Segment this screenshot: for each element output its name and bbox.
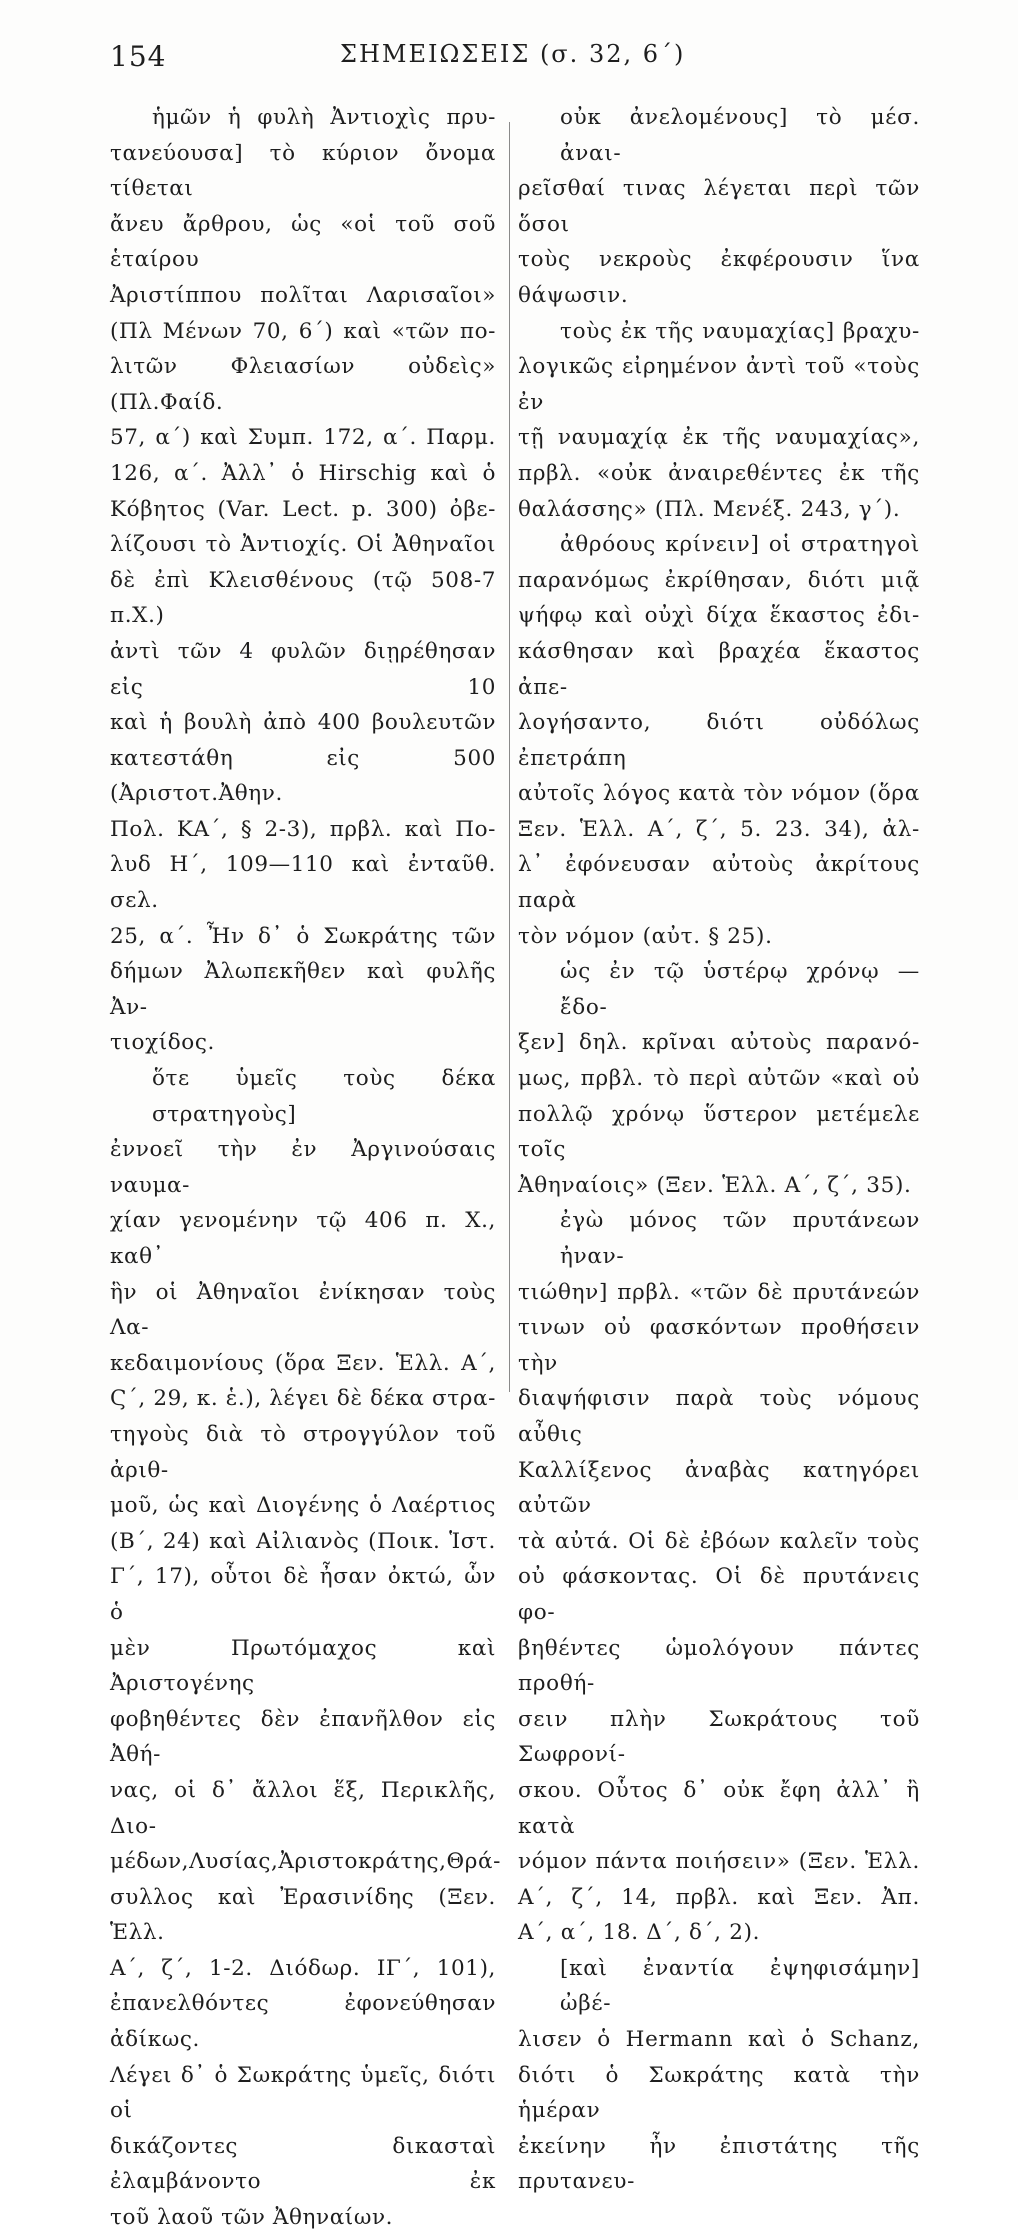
text-line: Ἀριστίππου πολῖται Λαρισαῖοι» <box>110 282 496 308</box>
text-line: οὐκ ἀνελομένους] τὸ μέσ. ἀναι- <box>560 105 920 166</box>
text-line: τὰ αὐτά. Οἱ δὲ ἐβόων καλεῖν τοὺς <box>518 1528 920 1554</box>
text-line: κάσθησαν καὶ βραχέα ἕκαστος ἀπε- <box>518 638 920 700</box>
text-line: δήμων Ἀλωπεκῆθεν καὶ φυλῆς Ἀν- <box>110 959 496 1020</box>
text-line: λογικῶς εἰρημένον ἀντὶ τοῦ «τοὺς ἐν <box>518 354 920 415</box>
text-line: [καὶ ἐναντία ἐψηφισάμην] ὠβέ- <box>560 1955 920 2017</box>
text-line: νας, οἱ δ᾽ ἄλλοι ἕξ, Περικλῆς, Διο- <box>110 1777 496 1839</box>
text-line: λ᾽ ἐφόνευσαν αὐτοὺς ἀκρίτους παρὰ <box>518 852 920 914</box>
text-line: λισεν ὁ Hermann καὶ ὁ Schanz, <box>518 2027 920 2053</box>
text-line: ψήφῳ καὶ οὐχὶ δίχα ἕκαστος ἐδι- <box>518 603 920 629</box>
text-line: ὅτε ὑμεῖς τοὺς δέκα στρατηγοὺς] <box>152 1066 496 1127</box>
text-line: Λέγει δ᾽ ὁ Σωκράτης ὑμεῖς, διότι οἱ <box>110 2062 496 2124</box>
text-line: βηθέντες ὡμολόγουν πάντες προθή- <box>518 1635 920 1697</box>
text-line: σειν πλὴν Σωκράτους τοῦ Σωφρονί- <box>518 1706 920 1768</box>
text-line: ἀθρόους κρίνειν] οἱ στρατηγοὶ <box>560 532 920 558</box>
text-line: νόμον πάντα ποιήσειν» (Ξεν. Ἑλλ. <box>518 1849 920 1875</box>
text-line: τῇ ναυμαχίᾳ ἐκ τῆς ναυμαχίας», <box>518 425 920 451</box>
running-head: ΣΗΜΕΙΩΣΕΙΣ (σ. 32, 6΄) <box>340 40 686 68</box>
text-line: τιοχίδος. <box>110 1030 215 1056</box>
text-line: μως, πρβλ. τὸ περὶ αὐτῶν «καὶ οὐ <box>518 1066 920 1092</box>
text-line: κατεστάθη εἰς 500 (Ἀριστοτ.Ἀθην. <box>110 745 496 807</box>
text-line: πρβλ. «οὐκ ἀναιρεθέντες ἐκ τῆς <box>518 460 920 486</box>
text-line: Ξεν. Ἑλλ. Α΄, ζ΄, 5. 23. 34), ἀλ- <box>518 816 920 842</box>
text-line: καὶ ἡ βουλὴ ἀπὸ 400 βουλευτῶν <box>110 710 496 736</box>
text-line: ἐννοεῖ τὴν ἐν Ἀργινούσαις ναυμα- <box>110 1137 496 1198</box>
text-line: ἐγὼ μόνος τῶν πρυτάνεων ἠναν- <box>560 1208 920 1269</box>
text-line: πολλῷ χρόνῳ ὕστερον μετέμελε τοῖς <box>518 1101 920 1163</box>
text-line: 57, α΄) καὶ Συμπ. 172, α΄. Παρμ. <box>110 425 496 451</box>
text-line: (Β΄, 24) καὶ Αἰλιανὸς (Ποικ. Ἱστ. <box>110 1528 496 1554</box>
text-line: λίζουσι τὸ Ἀντιοχίς. Οἱ Ἀθηναῖοι <box>110 532 496 558</box>
text-line: μὲν Πρωτόμαχος καὶ Ἀριστογένης <box>110 1635 496 1697</box>
text-line: τανεύουσα] τὸ κύριον ὄνομα τίθεται <box>110 140 496 202</box>
text-line: Ϛ΄, 29, κ. ἑ.), λέγει δὲ δέκα στρα- <box>110 1386 496 1412</box>
text-line: οὐ φάσκοντας. Οἱ δὲ πρυτάνεις φο- <box>518 1564 920 1625</box>
text-line: τοῦ λαοῦ τῶν Ἀθηναίων. <box>110 2205 394 2231</box>
text-line: τιώθην] πρβλ. «τῶν δὲ πρυτάνεών <box>518 1279 920 1305</box>
text-line: Α΄, ζ΄, 14, πρβλ. καὶ Ξεν. Ἀπ. <box>518 1884 920 1910</box>
text-line: σκου. Οὗτος δ᾽ οὐκ ἔφη ἀλλ᾽ ἢ κατὰ <box>518 1777 920 1839</box>
text-line: Α΄, ζ΄, 1-2. Διόδωρ. ΙΓ΄, 101), <box>110 1955 496 1981</box>
text-line: παρανόμως ἐκρίθησαν, διότι μιᾷ <box>518 567 920 593</box>
text-line: τοὺς ἐκ τῆς ναυμαχίας] βραχυ- <box>560 318 920 344</box>
text-line: (Πλ Μένων 70, 6΄) καὶ «τῶν πο- <box>110 318 496 344</box>
text-line: λυδ Η΄, 109—110 καὶ ἐνταῦθ. σελ. <box>110 852 496 914</box>
text-line: θαλάσσης» (Πλ. Μενέξ. 243, γ΄). <box>518 496 901 522</box>
column-rule <box>509 122 510 1392</box>
text-line: δικάζοντες δικασταὶ ἐλαμβάνοντο ἐκ <box>110 2133 496 2195</box>
text-line: ἐπανελθόντες ἐφονεύθησαν ἀδίκως. <box>110 1991 496 2053</box>
text-line: ὡς ἐν τῷ ὑστέρῳ χρόνῳ — ἔδο- <box>560 959 920 1020</box>
text-line: κεδαιμονίους (ὅρα Ξεν. Ἑλλ. Α΄, <box>110 1350 496 1376</box>
text-line: φοβηθέντες δὲν ἐπανῆλθον εἰς Ἀθή- <box>110 1706 496 1768</box>
text-line: λιτῶν Φλειασίων οὐδεὶς» (Πλ.Φαίδ. <box>110 354 496 415</box>
text-line: λογήσαντο, διότι οὐδόλως ἐπετράπη <box>518 710 920 771</box>
text-line: ἄνευ ἄρθρου, ὡς «οἱ τοῦ σοῦ ἑταίρου <box>110 211 496 273</box>
text-line: ξεν] δηλ. κρῖναι αὐτοὺς παρανό- <box>518 1030 920 1056</box>
left-column <box>110 100 501 2236</box>
text-line: 25, α΄. Ἦν δ᾽ ὁ Σωκράτης τῶν <box>110 923 496 949</box>
text-line: μέδων,Λυσίας,Ἀριστοκράτης,Θρά- <box>110 1849 501 1875</box>
text-line: Καλλίξενος ἀναβὰς κατηγόρει αὐτῶν <box>518 1457 920 1519</box>
text-line: ἡμῶν ἡ φυλὴ Ἀντιοχὶς πρυ- <box>152 105 496 130</box>
text-line: χίαν γενομένην τῷ 406 π. Χ., καθ᾽ <box>110 1208 496 1269</box>
page-number: 154 <box>110 40 167 73</box>
text-line: δὲ ἐπὶ Κλεισθένους (τῷ 508-7 π.Χ.) <box>110 567 496 629</box>
text-line: μοῦ, ὡς καὶ Διογένης ὁ Λαέρτιος <box>110 1493 496 1519</box>
text-line: τὸν νόμον (αὐτ. § 25). <box>518 923 773 949</box>
text-line: ἣν οἱ Ἀθηναῖοι ἐνίκησαν τοὺς Λα- <box>110 1279 496 1341</box>
text-line: Κόβητος (Var. Lect. p. 300) ὀβε- <box>110 496 496 522</box>
text-line: Γ΄, 17), οὗτοι δὲ ἦσαν ὀκτώ, ὧν ὁ <box>110 1564 496 1625</box>
right-column <box>518 100 920 2200</box>
text-line: ἐκείνην ἦν ἐπιστάτης τῆς πρυτανευ- <box>518 2133 920 2195</box>
text-line: Α΄, α΄, 18. Δ΄, δ΄, 2). <box>518 1920 761 1946</box>
text-line: συλλος καὶ Ἐρασινίδης (Ξεν. Ἑλλ. <box>110 1884 496 1946</box>
text-line: διότι ὁ Σωκράτης κατὰ τὴν ἡμέραν <box>518 2062 920 2124</box>
text-line: τινων οὐ φασκόντων προθήσειν τὴν <box>518 1315 920 1376</box>
page-header <box>110 40 690 90</box>
text-line: Ἀθηναίοις» (Ξεν. Ἑλλ. Α΄, ζ΄, 35). <box>518 1172 912 1198</box>
text-line: ρεῖσθαί τινας λέγεται περὶ τῶν ὅσοι <box>518 176 920 237</box>
text-line: Πολ. ΚΑ΄, § 2-3), πρβλ. καὶ Πο- <box>110 816 496 842</box>
text-line: 126, α΄. Ἀλλ᾽ ὁ Hirschig καὶ ὁ <box>110 460 496 486</box>
text-line: ἀντὶ τῶν 4 φυλῶν διῃρέθησαν εἰς 10 <box>110 638 496 700</box>
text-line: τοὺς νεκροὺς ἐκφέρουσιν ἵνα θάψωσιν. <box>518 247 920 308</box>
text-line: τηγοὺς διὰ τὸ στρογγύλον τοῦ ἀριθ- <box>110 1421 496 1483</box>
text-line: διαψήφισιν παρὰ τοὺς νόμους αὖθις <box>518 1386 920 1447</box>
text-line: αὐτοῖς λόγος κατὰ τὸν νόμον (ὅρα <box>518 781 920 807</box>
